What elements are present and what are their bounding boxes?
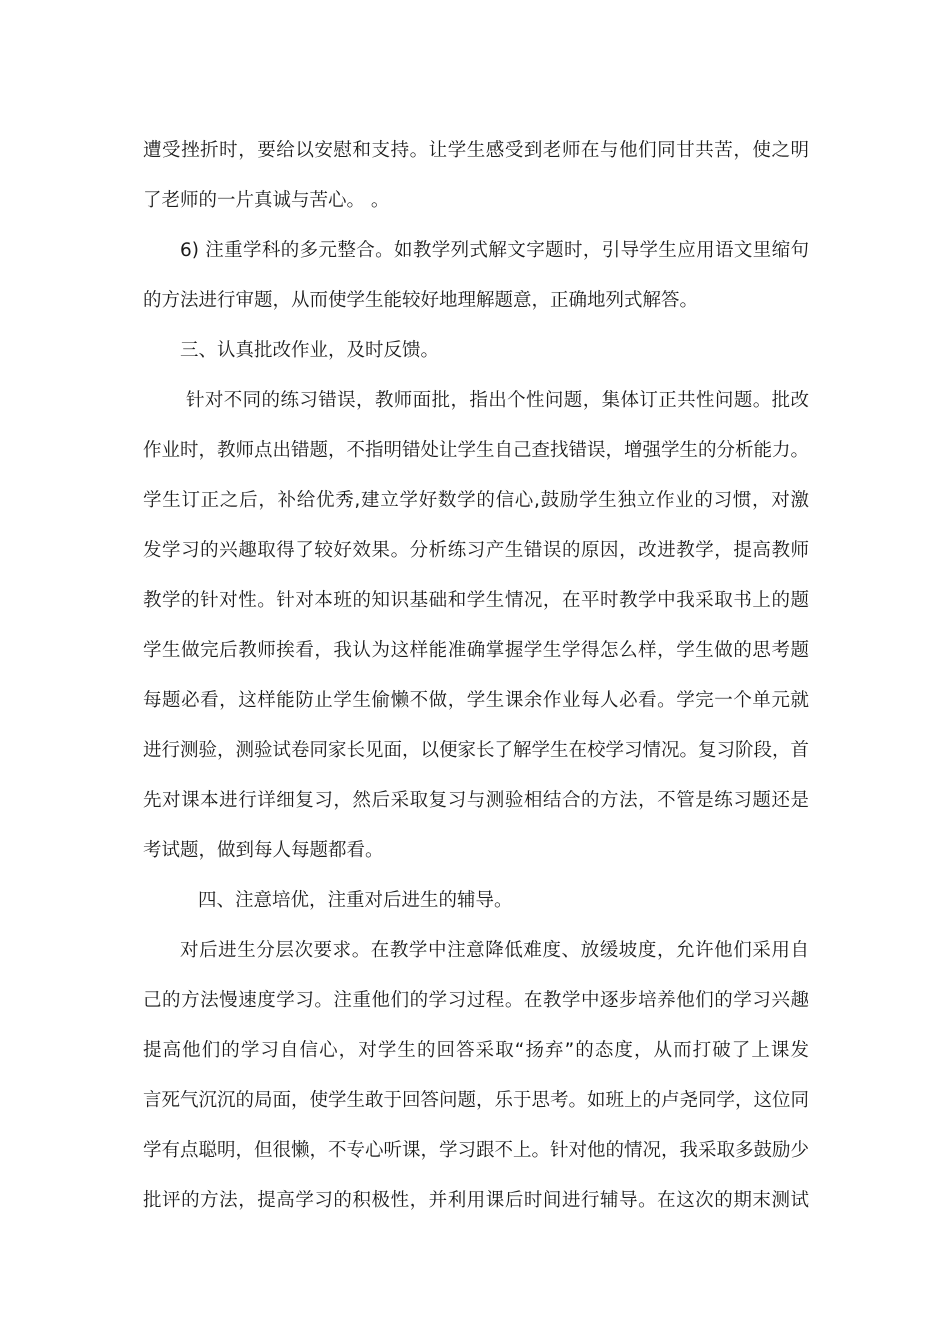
text-line: 学有点聪明，但很懒，不专心听课，学习跟不上。针对他的情况，我采取多鼓励少	[143, 1140, 810, 1161]
text-line: 的方法进行审题，从而使学生能较好地理解题意，正确地列式解答。	[143, 290, 699, 311]
text-line: 学生订正之后，补给优秀,建立学好数学的信心,鼓励学生独立作业的习惯，对激	[143, 490, 809, 511]
text-line: 对后进生分层次要求。在教学中注意降低难度、放缓坡度，允许他们采用自	[180, 940, 809, 961]
text-line: 己的方法慢速度学习。注重他们的学习过程。在教学中逐步培养他们的学习兴趣	[143, 990, 809, 1011]
text-line: 教学的针对性。针对本班的知识基础和学生情况，在平时教学中我采取书上的题	[143, 590, 809, 611]
text-line: 针对不同的练习错误，教师面批，指出个性问题，集体订正共性问题。批改	[186, 390, 809, 411]
text-line: 了老师的一片真诚与苦心。 。	[143, 190, 390, 211]
text-line: 批评的方法，提高学习的积极性，并利用课后时间进行辅导。在这次的期末测试	[143, 1190, 809, 1211]
text-line: 三、认真批改作业，及时反馈。	[180, 340, 440, 361]
text-line: 每题必看，这样能防止学生偷懒不做，学生课余作业每人必看。学完一个单元就	[143, 690, 809, 711]
text-line: 发学习的兴趣取得了较好效果。分析练习产生错误的原因，改进教学，提高教师	[143, 540, 809, 561]
text-line: 考试题，做到每人每题都看。	[143, 840, 384, 861]
text-line: 遭受挫折时，要给以安慰和支持。让学生感受到老师在与他们同甘共苦，使之明	[143, 140, 809, 161]
text-line: 进行测验，测验试卷同家长见面，以便家长了解学生在校学习情况。复习阶段，首	[143, 740, 810, 761]
text-line: 四、注意培优，注重对后进生的辅导。	[198, 890, 513, 911]
text-line: 提高他们的学习自信心，对学生的回答采取“扬弃”的态度，从而打破了上课发	[143, 1040, 809, 1061]
text-line: 先对课本进行详细复习，然后采取复习与测验相结合的方法，不管是练习题还是	[143, 790, 809, 811]
text-line: 作业时，教师点出错题，不指明错处让学生自己查找错误，增强学生的分析能力。	[143, 440, 810, 461]
text-line: 言死气沉沉的局面，使学生敢于回答问题，乐于思考。如班上的卢尧同学，这位同	[143, 1090, 810, 1111]
body-text	[143, 126, 809, 1226]
text-line: 6) 注重学科的多元整合。如教学列式解文字题时，引导学生应用语文里缩句	[180, 240, 809, 261]
text-line: 学生做完后教师挨看，我认为这样能准确掌握学生学得怎么样，学生做的思考题	[143, 640, 809, 661]
